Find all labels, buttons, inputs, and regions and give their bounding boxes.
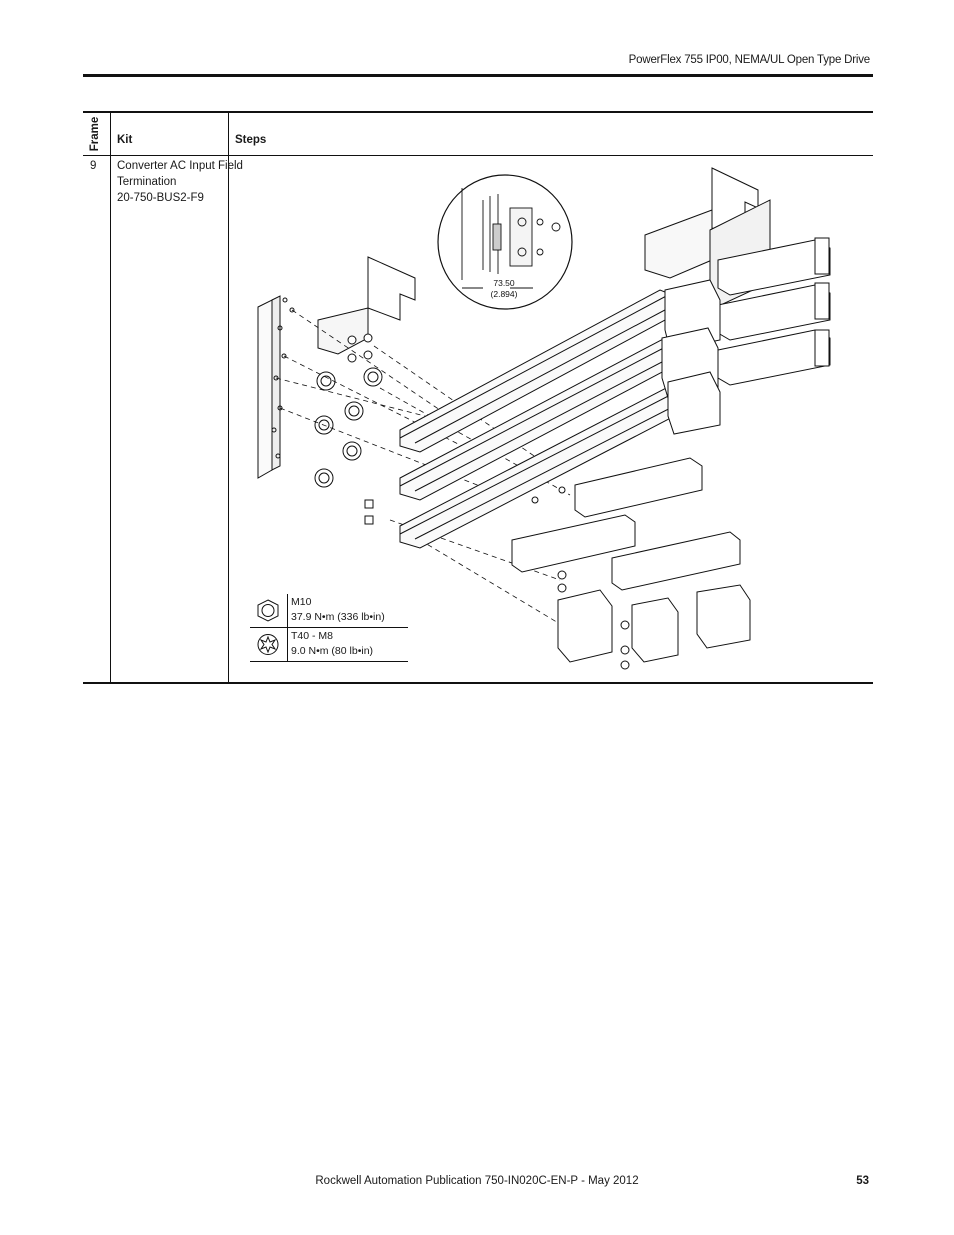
table-bottom-rule [83,682,873,684]
kit-catalog-number: 20-750-BUS2-F9 [117,192,204,204]
torque-value: 37.9 N•m (336 lb•in) [291,611,385,623]
table-top-rule [83,111,873,113]
column-divider-frame [110,111,111,683]
torque-value: 9.0 N•m (80 lb•in) [291,645,374,657]
torx-icon [250,628,287,661]
bus-bars [400,290,690,548]
left-mounting-bracket [368,257,415,320]
torque-label-m10 [291,595,385,625]
loose-link-plates [512,458,750,662]
publication-footer: Rockwell Automation Publication 750-IN020C-EN-P - May 2012 [315,1175,639,1187]
torque-row-t40 [250,628,408,662]
kit-name-line2: Termination [117,176,177,188]
torque-specification-table [250,594,408,662]
header-rule [83,74,873,77]
back-plate-edge [258,300,272,478]
dimension-in: (2.894) [490,289,518,299]
torque-label-t40 [291,629,373,659]
detail-callout [438,175,572,309]
frame-header-label: Frame [89,116,101,152]
frame-column-header [85,115,110,153]
steps-column-header: Steps [235,134,267,146]
fastener-name: T40 - M8 [291,630,334,642]
page-number: 53 [856,1175,869,1187]
kit-cell [117,158,243,206]
frame-cell: 9 [90,160,97,172]
kit-name-line1: Converter AC Input Field [117,160,243,172]
dimension-mm: 73.50 [493,278,515,288]
torque-row-m10 [250,594,408,628]
table-header-rule [83,155,873,156]
running-header: PowerFlex 755 IP00, NEMA/UL Open Type Drive [628,54,870,66]
fastener-name: M10 [291,596,312,608]
kit-column-header: Kit [117,134,133,146]
hex-nuts [315,334,382,487]
hex-nut-icon [250,594,287,627]
